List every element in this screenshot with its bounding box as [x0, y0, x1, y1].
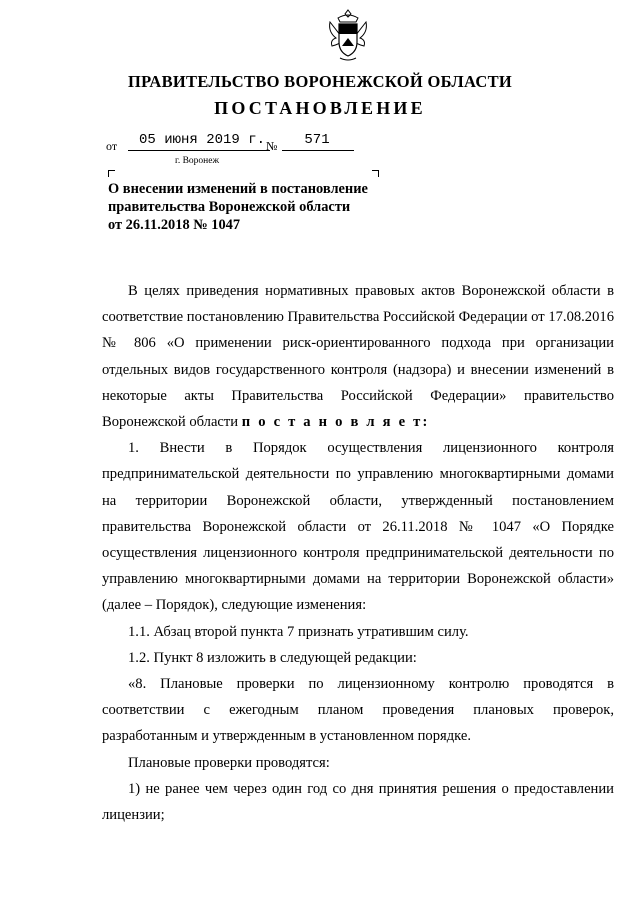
- decree-word: п о с т а н о в л я е т:: [241, 414, 430, 431]
- document-number: 571: [304, 132, 330, 148]
- subject-line: от 26.11.2018 № 1047: [108, 217, 241, 233]
- subject-line: О внесении изменений в постановление: [108, 181, 368, 197]
- document-body: [102, 278, 614, 828]
- coat-of-arms-icon: [326, 8, 370, 64]
- point-8-quote-paragraph: «8. Плановые проверки по лицензионному контролю проводятся в соответствии с ежегодным планом проведения плановых проверок, разработанным и утвержденным в установленном порядке.: [102, 676, 614, 745]
- document-type: ПОСТАНОВЛЕНИЕ: [214, 98, 426, 118]
- planned-checks-paragraph: Плановые проверки проводятся:: [128, 754, 330, 771]
- number-underline: [282, 150, 354, 151]
- city-label: г. Воронеж: [175, 156, 220, 166]
- preamble-text: В целях приведения нормативных правовых актов Воронежской области в соответствие постановлению Правительства Российской Федерации от 17.08.2016 № 806 «О применении риск-ориентированного подхода при организации отдельных видов государственного контроля (надзора) и внесении изменений в некоторые акты Правительства Российской Федерации» правительство Воронежской области: [102, 283, 614, 431]
- organization-name: ПРАВИТЕЛЬСТВО ВОРОНЕЖСКОЙ ОБЛАСТИ: [127, 72, 513, 91]
- point-1-paragraph: 1) не ранее чем через один год со дня принятия решения о предоставлении лицензии;: [102, 780, 614, 824]
- date-underline: [128, 150, 270, 151]
- subject-line: правительства Воронежской области: [108, 199, 351, 215]
- item-1-1-paragraph: 1.1. Абзац второй пункта 7 признать утратившим силу.: [128, 623, 469, 640]
- item-1-2-paragraph: 1.2. Пункт 8 изложить в следующей редакции:: [128, 649, 417, 666]
- date-prefix: от: [106, 139, 118, 153]
- document-date: 05 июня 2019 г.: [138, 132, 266, 148]
- preamble-paragraph: [102, 278, 614, 435]
- item-1-paragraph: 1. Внести в Порядок осуществления лицензионного контроля предпринимательской деятельности по управлению многоквартирными домами на территории Воронежской области, утвержденный постановлением правительства Воронежской области от 26.11.2018 № 1047 «О Порядке осуществления лицензионного контроля предпринимательской деятельности по управлению многоквартирными домами на территории Воронежской области» (далее – Порядок), следующие изменения:: [102, 440, 614, 614]
- number-prefix: №: [266, 139, 278, 153]
- bracket-right-icon: [372, 170, 379, 177]
- bracket-left-icon: [108, 170, 115, 177]
- document-subject: [108, 180, 408, 234]
